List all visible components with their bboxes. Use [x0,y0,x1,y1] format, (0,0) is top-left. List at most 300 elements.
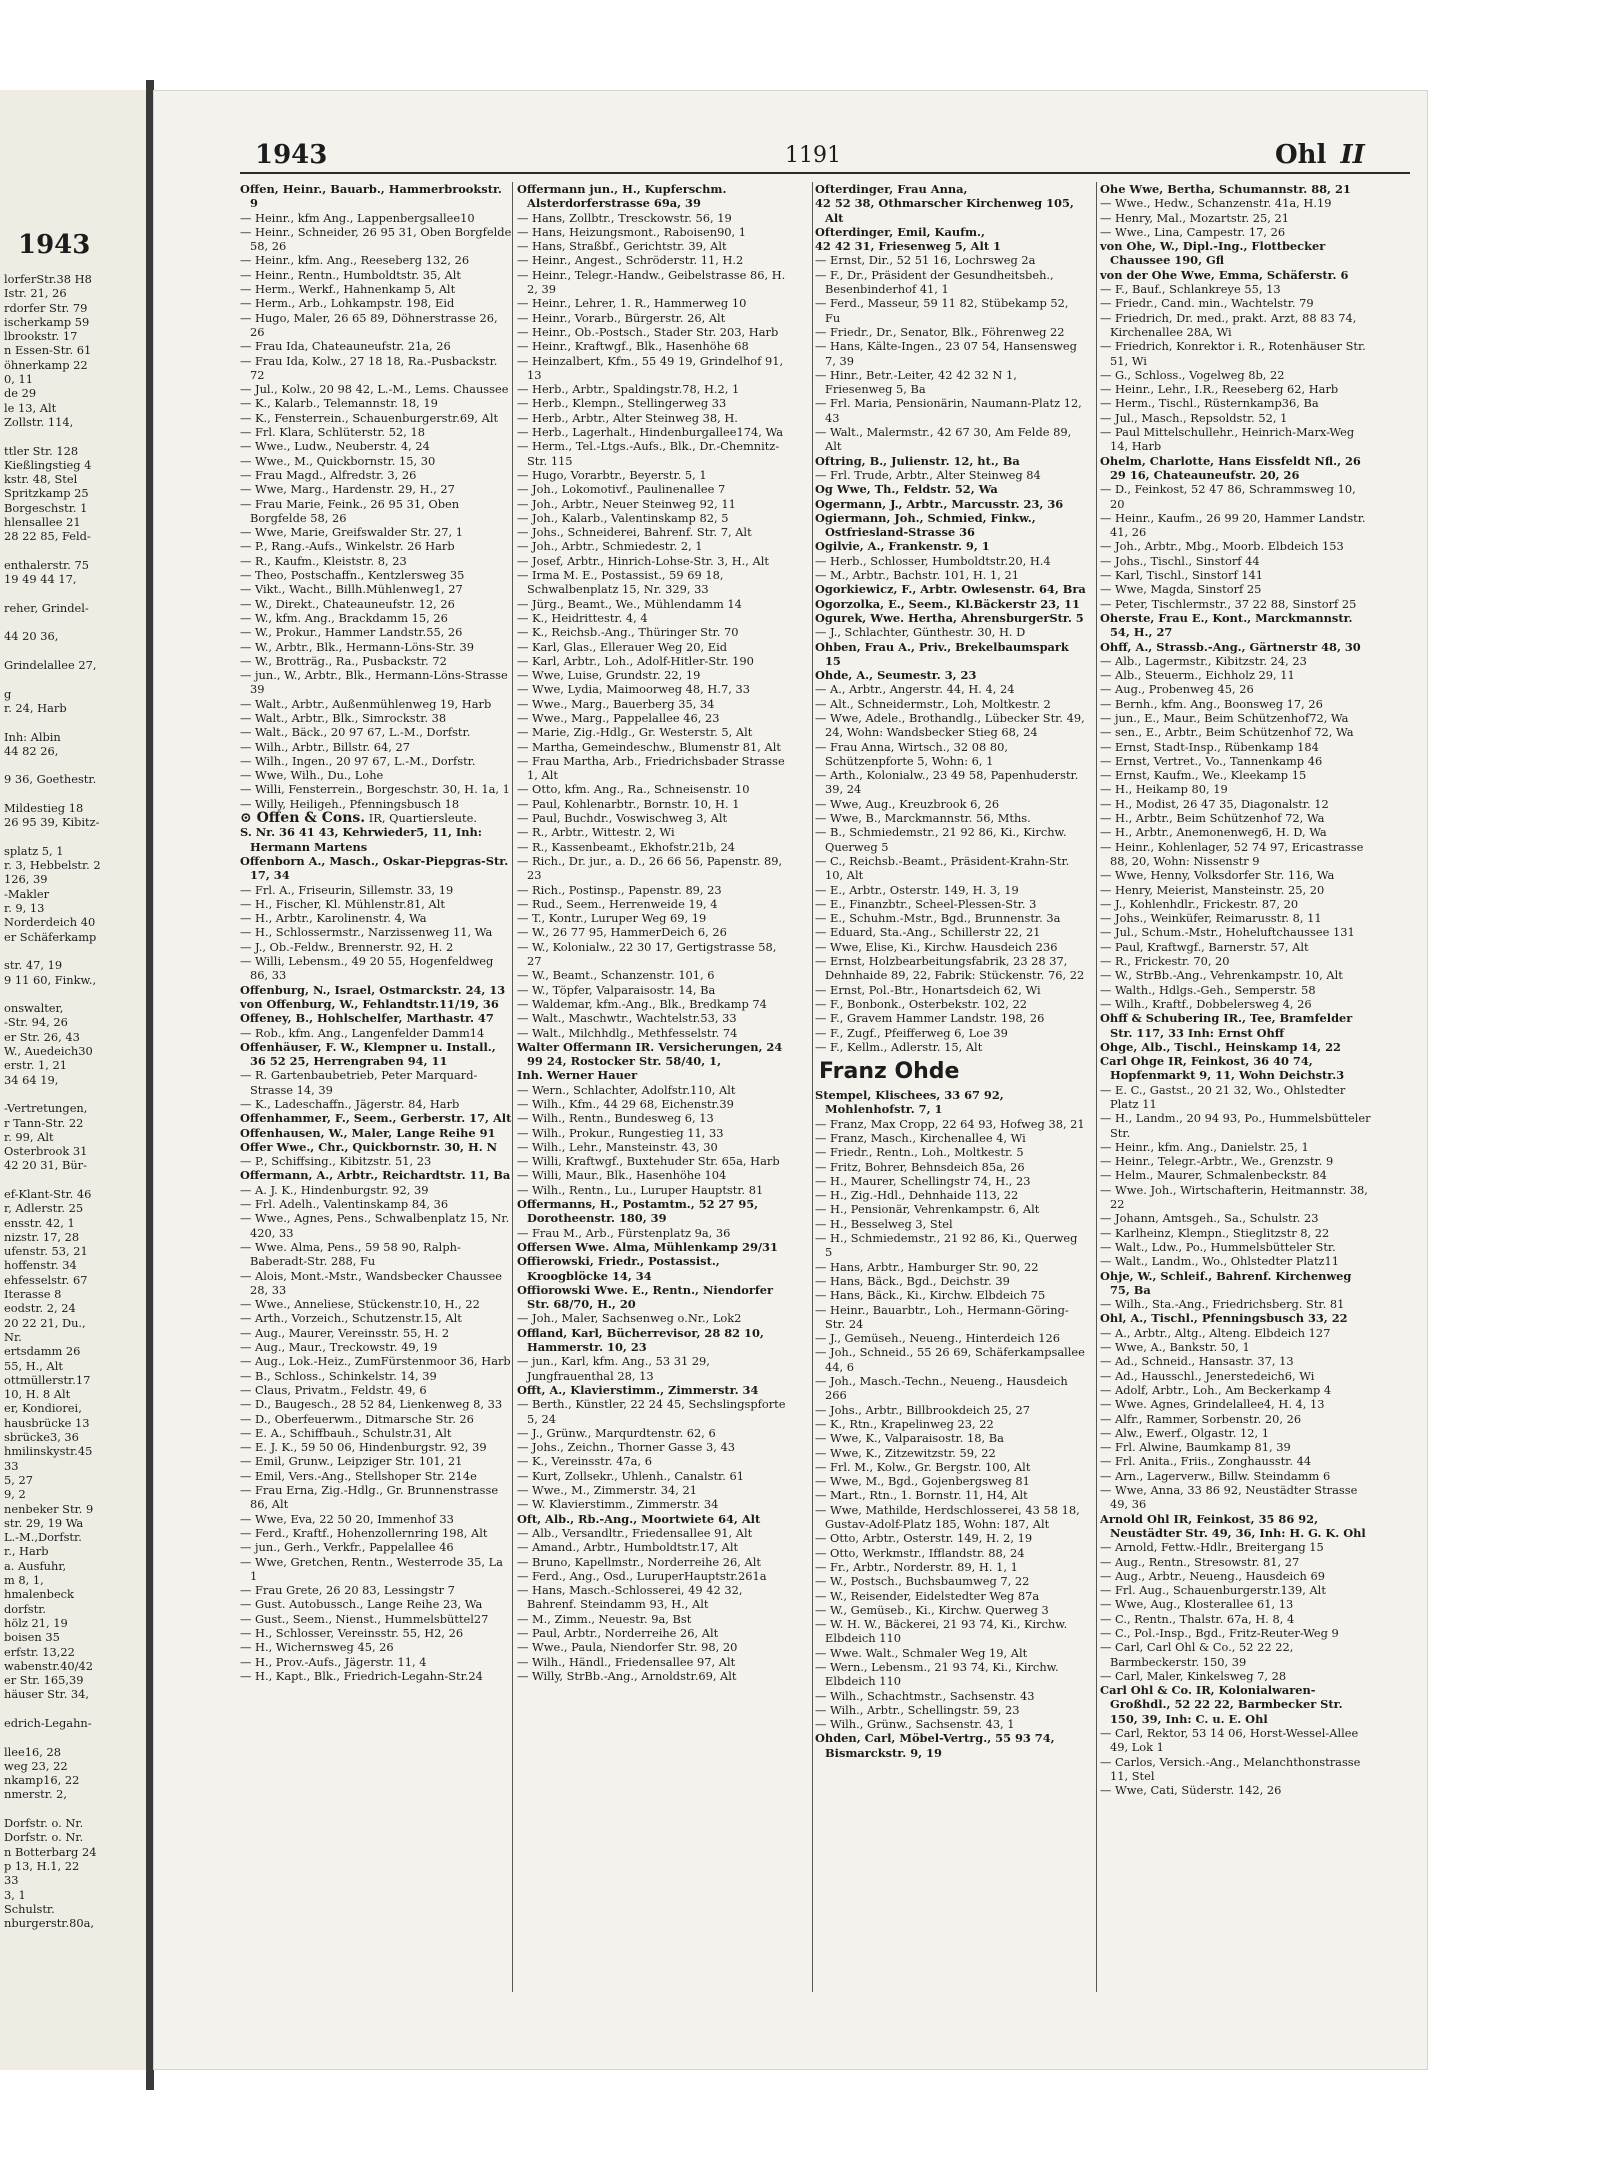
left-fragment-line: r., Harb [4,1544,49,1559]
directory-entry: — Wilh., Rentn., Bundesweg 6, 13 [517,1111,714,1126]
directory-entry: — Herb., Schlosser, Humboldtstr.20, H.4 [815,553,1051,568]
left-fragment-line: 0, 11 [4,372,33,387]
left-fragment-line: 33 [4,1873,19,1888]
directory-entry: — Marie, Zig.-Hdlg., Gr. Westerstr. 5, Alt [517,725,753,740]
directory-entry: — Frl. Alwine, Baumkamp 81, 39 [1100,1440,1291,1455]
directory-entry: — Wilh., Prokur., Rungestieg 11, 33 [517,1125,724,1140]
left-fragment-line: sbrücke3, 36 [4,1430,79,1445]
left-fragment-line [4,715,146,729]
directory-entry: — K., Rtn., Krapelinweg 23, 22 [815,1416,994,1431]
directory-entry: — Heinr., Kraftwgf., Blk., Hasenhöhe 68 [517,339,749,354]
directory-entry: — W., StrBb.-Ang., Vehrenkampstr. 10, Alt [1100,968,1343,983]
left-fragment-line: 28 22 85, Feld- [4,529,91,544]
directory-entry: — F., Bauf., Schlankreye 55, 13 [1100,282,1281,297]
directory-entry: — Eduard, Sta.-Ang., Schillerstr 22, 21 [815,925,1041,940]
directory-entry: — Willi, Maur., Blk., Hasenhöhe 104 [517,1168,727,1183]
directory-entry: — Wwe., Ludw., Neuberstr. 4, 24 [240,439,430,454]
left-fragment-line: g [4,686,12,701]
directory-entry: — Vikt., Wacht., Billh.Mühlenweg1, 27 [240,582,463,597]
directory-entry: — K., Reichsb.-Ang., Thüringer Str. 70 [517,625,739,640]
directory-entry: — Wilh., Arbtr., Schellingstr. 59, 23 [815,1702,1020,1717]
left-fragment-line: er Str. 26, 43 [4,1029,80,1044]
directory-entry: — Wwe, Eva, 22 50 20, Immenhof 33 [240,1511,454,1526]
directory-column-3 [815,182,1087,1760]
highlighted-entry: Ohff & Schubering IR., Tee, Bramfelder Str. 117, 33 Inh: Ernst Ohff [1100,1011,1353,1040]
running-head-name: Ohl [1275,140,1327,170]
directory-entry: — Friedr., Cand. min., Wachtelstr. 79 [1100,296,1314,311]
directory-entry: — Otto, Werkmstr., Ifflandstr. 88, 24 [815,1545,1025,1560]
directory-entry: — C., Pol.-Insp., Bgd., Fritz-Reuter-Weg 9 [1100,1625,1339,1640]
left-fragment-line: nmerstr. 2, [4,1787,68,1802]
directory-entry: Ogorzolka, E., Seem., Kl.Bäckerstr 23, 11 [815,596,1080,611]
left-fragment-line: ef-Klant-Str. 46 [4,1187,92,1201]
left-fragment-line: Norderdeich 40 [4,915,96,930]
directory-entry: — Heinr., Angest., Schröderstr. 11, H.2 [517,253,744,268]
directory-entry: — Otto, kfm. Ang., Ra., Schneisenstr. 10 [517,782,750,797]
directory-entry: — Gust. Autobussch., Lange Reihe 23, Wa [240,1597,483,1612]
directory-entry: — Wwe, Anna, 33 86 92, Neustädter Strasse 49, 36 [1100,1483,1358,1512]
left-fragment-line: n Botterbarg 24 [4,1844,97,1859]
directory-entry: Ogilvie, A., Frankenstr. 9, 1 [815,539,990,554]
directory-entry: — Walt., Ldw., Po., Hummelsbütteler Str. [1100,1239,1336,1254]
directory-entry: — Helm., Maurer, Schmalenbeckstr. 84 [1100,1168,1327,1183]
directory-entry: — Aug., Maur., Treckowstr. 49, 19 [240,1340,438,1355]
directory-entry: Ohge, Alb., Tischl., Heinskamp 14, 22 [1100,1039,1341,1054]
left-fragment-line: häuser Str. 34, [4,1687,90,1702]
left-fragment-line: 10, H. 8 Alt [4,1387,71,1402]
directory-entry: — Frau Anna, Wirtsch., 32 08 80, Schützenpforte 5, Wohn: 6, 1 [815,739,1008,768]
directory-entry: — Jul., Schum.-Mstr., Hoheluftchaussee 131 [1100,925,1355,940]
directory-entry: — Hans, Zollbtr., Tresckowstr. 56, 19 [517,210,732,225]
left-fragment-line: r, Adlerstr. 25 [4,1201,84,1216]
directory-entry: — Carl, Carl Ohl & Co., 52 22 22, Barmbeckerstr. 150, 39 [1100,1640,1294,1669]
left-fragment-line: 19 49 44 17, [4,572,77,587]
directory-entry: Stempel, Klischees, 33 67 92, Mohlenhofstr. 7, 1 [815,1088,1004,1117]
directory-entry: — Joh., Maler, Sachsenweg o.Nr., Lok2 [517,1311,742,1326]
left-fragment-line: le 13, Alt [4,400,57,415]
left-fragment-line: 9 11 60, Finkw., [4,972,97,987]
directory-entry: — Claus, Privatm., Feldstr. 49, 6 [240,1382,427,1397]
directory-entry: von Offenburg, W., Fehlandtstr.11/19, 36 [240,996,499,1011]
directory-entry: — Herm., Tel.-Ltgs.-Aufs., Blk., Dr.-Chemnitz-Str. 115 [517,439,780,468]
directory-entry: — Walt., Arbtr., Blk., Simrockstr. 38 [240,710,447,725]
directory-entry: Ogermann, J., Arbtr., Marcusstr. 23, 36 [815,496,1064,511]
left-fragment-line: 3, 1 [4,1887,26,1902]
directory-entry: — Wwe, B., Marckmannstr. 56, Mths. [815,811,1031,826]
left-fragment-line: nburgerstr.80a, [4,1916,95,1931]
entry-name: ⊙ Offen & Cons. [240,810,366,827]
directory-entry: — Emil, Vers.-Ang., Stellshoper Str. 214e [240,1468,477,1483]
directory-entry: — Wwe., Hedw., Schanzenstr. 41a, H.19 [1100,196,1332,211]
directory-entry: — Joh., Arbtr., Schmiedestr. 2, 1 [517,539,703,554]
directory-entry: — jun., Karl, kfm. Ang., 53 31 29, Jungfrauenthal 28, 13 [517,1354,710,1383]
left-fragment-line: -Str. 94, 26 [4,1015,68,1030]
highlighted-entry: Walter Offermann IR. Versicherungen, 24 99 24, Rostocker Str. 58/40, 1, [517,1039,783,1069]
directory-entry: — Wwe, Henny, Volksdorfer Str. 116, Wa [1100,868,1335,883]
directory-entry: — F., Gravem Hammer Landstr. 198, 26 [815,1011,1045,1026]
directory-entry: — E., Schuhm.-Mstr., Bgd., Brunnenstr. 3a [815,911,1061,926]
directory-entry: — Jul., Masch., Repsoldstr. 52, 1 [1100,410,1288,425]
directory-entry: — Wwe., Marg., Pappelallee 46, 23 [517,710,720,725]
directory-entry: — Wwe., Lina, Campestr. 17, 26 [1100,224,1286,239]
left-fragment-line: Mildestieg 18 [4,800,84,815]
directory-column-1 [240,182,512,1683]
left-fragment-line: str. 47, 19 [4,958,63,973]
directory-entry: S. Nr. 36 41 43, Kehrwieder5, 11, Inh: Hermann Martens [240,825,482,854]
directory-entry: — Johs., Weinküfer, Reimarusstr. 8, 11 [1100,911,1322,926]
left-fragment-line: m 8, 1, [4,1573,44,1588]
directory-entry: — Frau Grete, 26 20 83, Lessingstr 7 [240,1583,455,1598]
header-rule [240,172,1410,174]
directory-entry: — Martha, Gemeindeschw., Blumenstr 81, Alt [517,739,781,754]
directory-entry: — Joh., Lokomotivf., Paulinenallee 7 [517,482,726,497]
directory-entry: — Carl, Maler, Kinkelsweg 7, 28 [1100,1668,1287,1683]
directory-entry: — Aug., Maurer, Vereinsstr. 55, H. 2 [240,1325,450,1340]
directory-entry: — H., Arbtr., Anemonenweg6, H. D, Wa [1100,825,1327,840]
left-fragment-line: ensstr. 42, 1 [4,1215,75,1230]
directory-entry: — Adolf, Arbtr., Loh., Am Beckerkamp 4 [1100,1382,1332,1397]
directory-entry: — Hans, Straßbf., Gerichtstr. 39, Alt [517,239,727,254]
directory-entry: — D., Oberfeuerwm., Ditmarsche Str. 26 [240,1411,474,1426]
left-fragment-line: kstr. 48, Stel [4,472,78,487]
directory-entry: — Karl, Arbtr., Loh., Adolf-Hitler-Str. 190 [517,653,754,668]
left-fragment-line: p 13, H.1, 22 [4,1858,80,1873]
directory-entry: Inh. Werner Hauer [517,1068,638,1083]
directory-entry: — Wwe, Marie, Greifswalder Str. 27, 1 [240,525,464,540]
directory-entry: — Wwe, Elise, Ki., Kirchw. Hausdeich 236 [815,939,1058,954]
directory-entry: Offenborn A., Masch., Oskar-Piepgras-Str. 17, 34 [240,853,509,883]
left-fragment-line: Schulstr. [4,1901,55,1916]
directory-entry: — Heinr., kfm. Ang., Reeseberg 132, 26 [240,253,470,268]
directory-entry: — D., Feinkost, 52 47 86, Schrammsweg 10, 20 [1100,482,1356,511]
directory-entry: — H., Heikamp 80, 19 [1100,782,1228,797]
directory-entry: Ohelm, Charlotte, Hans Eissfeldt Nfl., 26 29 16, Chateauneufstr. 20, 26 [1100,453,1361,482]
directory-entry: — Frau Ida, Chateauneufstr. 21a, 26 [240,339,451,354]
directory-entry: — Wwe, Wilh., Du., Lohe [240,768,384,783]
directory-entry: — H., Wichernsweg 45, 26 [240,1640,394,1655]
directory-entry: — W., Arbtr., Blk., Hermann-Löns-Str. 39 [240,639,474,654]
directory-entry: — Heinr., Kaufm., 26 99 20, Hammer Landstr. 41, 26 [1100,510,1366,540]
directory-entry: Oherste, Frau E., Kont., Marckmannstr. 54, H., 27 [1100,610,1353,640]
directory-entry: — E. C., Gastst., 20 21 32, Wo., Ohlstedter Platz 11 [1100,1082,1346,1111]
directory-entry: — Wern., Schlachter, Adolfstr.110, Alt [517,1082,736,1097]
highlighted-entry: Ofterdinger, Frau Anna, [815,182,968,196]
directory-entry: — Aug., Arbtr., Neueng., Hausdeich 69 [1100,1568,1326,1583]
left-fragment-line: 44 20 36, [4,629,59,644]
directory-entry: — R., Kassenbeamt., Ekhofstr.21b, 24 [517,839,735,854]
directory-entry: Oft, Alb., Rb.-Ang., Moortwiete 64, Alt [517,1511,761,1526]
directory-entry: — Arth., Vorzeich., Schutzenstr.15, Alt [240,1311,462,1326]
directory-entry: — Herm., Werkf., Hahnenkamp 5, Alt [240,282,456,297]
directory-entry: — C., Rentn., Thalstr. 67a, H. 8, 4 [1100,1611,1295,1626]
directory-entry: — Frl. Maria, Pensionärin, Naumann-Platz 12, 43 [815,396,1082,425]
directory-entry: — Alfr., Rammer, Sorbenstr. 20, 26 [1100,1411,1302,1426]
directory-entry: — J., Ob.-Feldw., Brennerstr. 92, H. 2 [240,939,454,954]
directory-entry: — K., Fensterrein., Schauenburgerstr.69, Alt [240,410,499,425]
directory-entry: — Wwe., Paula, Niendorfer Str. 98, 20 [517,1640,738,1655]
directory-entry: — Herb., Arbtr., Spaldingstr.78, H.2, 1 [517,382,740,397]
directory-entry: — Walt., Milchhdlg., Methfesselstr. 74 [517,1025,738,1040]
directory-entry: — A. J. K., Hindenburgstr. 92, 39 [240,1182,429,1197]
left-fragment-line: 26 95 39, Kibitz- [4,815,100,830]
directory-entry: — Wilh., Sta.-Ang., Friedrichsberg. Str. 81 [1100,1297,1345,1312]
left-fragment-line: boisen 35 [4,1630,60,1645]
directory-entry: — Fr., Arbtr., Norderstr. 89, H. 1, 1 [815,1559,1018,1574]
directory-entry: — Wilh., Ingen., 20 97 67, L.-M., Dorfstr. [240,753,476,768]
directory-entry: — W. H. W., Bäckerei, 21 93 74, Ki., Kirchw. Elbdeich 110 [815,1617,1068,1646]
directory-entry: — Ferd., Kraftf., Hohenzollernring 198, Alt [240,1525,488,1540]
left-fragment-line [4,987,146,1001]
directory-entry: — Friedr., Dr., Senator, Blk., Föhrenweg 22 [815,324,1065,339]
left-fragment-line: splatz 5, 1 [4,843,64,858]
directory-entry: — H., Schlossermstr., Narzissenweg 11, Wa [240,925,493,940]
left-fragment-line: 9, 2 [4,1487,26,1502]
left-fragment-line: er, Kondiorei, [4,1401,82,1416]
highlighted-entry: Ofterdinger, Emil, Kaufm., [815,224,985,239]
left-fragment-line: 44 82 26, [4,743,59,758]
left-fragment-line: hölz 21, 19 [4,1615,68,1630]
directory-entry: — Emil, Grunw., Leipziger Str. 101, 21 [240,1454,463,1469]
directory-entry: — F., Kellm., Adlerstr. 15, Alt [815,1039,983,1054]
left-fragment-line: ehfesselstr. 67 [4,1272,88,1287]
left-fragment-line: edrich-Legahn- [4,1715,92,1730]
left-fragment-line: eodstr. 2, 24 [4,1301,76,1316]
directory-entry: — W., Reisender, Eidelstedter Weg 87a [815,1588,1040,1603]
directory-entry: — Rich., Dr. jur., a. D., 26 66 56, Papenstr. 89, 23 [517,853,783,883]
left-fragment-line: r. 99, Alt [4,1129,54,1144]
left-fragment-line: 5, 27 [4,1472,33,1487]
directory-entry: — E. A., Schiffbauh., Schulstr.31, Alt [240,1425,452,1440]
directory-entry: — Heinr., Kohlenlager, 52 74 97, Ericastrasse 88, 20, Wohn: Nissenstr 9 [1100,839,1364,868]
directory-entry: Ogiermann, Joh., Schmied, Finkw., Ostfriesland-Strasse 36 [815,510,1036,540]
left-fragment-line: Kießlingstieg 4 [4,457,92,472]
directory-entry: — R., Kaufm., Kleiststr. 8, 23 [240,553,407,568]
directory-entry: — Wwe, Aug., Kreuzbrook 6, 26 [815,796,1000,811]
highlighted-entry: Carl Ohge IR, Feinkost, 36 40 74, Hopfenmarkt 9, 11, Wohn Deichstr.3 [1100,1054,1345,1083]
directory-entry: — Heinr., Vorarb., Bürgerstr. 26, Alt [517,310,726,325]
directory-entry: — E., Arbtr., Osterstr. 149, H. 3, 19 [815,882,1019,897]
directory-entry: — Willi, Fensterrein., Borgeschstr. 30, H. 1a, 1 [240,782,510,797]
left-fragment-line: erstr. 1, 21 [4,1058,68,1073]
directory-entry: — Frau Magd., Alfredstr. 3, 26 [240,467,417,482]
directory-entry: — H., Fischer, Kl. Mühlenstr.81, Alt [240,896,445,911]
column-divider [1096,182,1097,1992]
display-heading: Franz Ohde [819,1059,960,1085]
left-fragment-line: ischerkamp 59 [4,314,90,329]
directory-entry: — Wwe., Anneliese, Stückenstr.10, H., 22 [240,1297,480,1312]
directory-entry: — Wwe, Cati, Süderstr. 142, 26 [1100,1783,1282,1798]
directory-entry: — sen., E., Arbtr., Beim Schützenhof 72, Wa [1100,725,1354,740]
left-fragment-line [4,830,146,844]
directory-entry: — H., Schmiedemstr., 21 92 86, Ki., Querweg 5 [815,1231,1078,1260]
left-fragment-line: llee16, 28 [4,1744,61,1759]
directory-entry: — Paul, Kraftwgf., Barnerstr. 57, Alt [1100,939,1309,954]
directory-entry: — Herb., Klempn., Stellingerweg 33 [517,396,727,411]
directory-entry: — Frl. A., Friseurin, Sillemstr. 33, 19 [240,882,454,897]
directory-entry: — Willi, Lebensm., 49 20 55, Hogenfeldweg 86, 33 [240,954,494,983]
left-fragment-line: nenbeker Str. 9 [4,1501,94,1516]
directory-entry: — G., Schloss., Vogelweg 8b, 22 [1100,367,1285,382]
highlighted-entry: Arnold Ohl IR, Feinkost, 35 86 92, Neustädter Str. 49, 36, Inh: H. G. K. Ohl [1100,1511,1366,1540]
left-fragment-line: erfstr. 13,22 [4,1644,75,1659]
directory-entry: — Ernst, Stadt-Insp., Rübenkamp 184 [1100,739,1319,754]
volume-numeral: II [1340,140,1365,170]
directory-entry: — Walt., Landm., Wo., Ohlstedter Platz11 [1100,1254,1340,1269]
directory-entry: — M., Arbtr., Bachstr. 101, H. 1, 21 [815,568,1020,583]
directory-entry: — Heinr., Ob.-Postsch., Stader Str. 203, Harb [517,324,779,339]
left-fragment-line [4,1087,146,1101]
directory-entry: — Wwe, Luise, Grundstr. 22, 19 [517,668,701,683]
directory-entry: — H., Kapt., Blk., Friedrich-Legahn-Str.24 [240,1668,483,1683]
directory-entry: — T., Kontr., Luruper Weg 69, 19 [517,911,707,926]
directory-entry: — Fritz, Bohrer, Behnsdeich 85a, 26 [815,1159,1025,1174]
directory-entry: — Herm., Tischl., Rüsternkamp36, Ba [1100,396,1319,411]
directory-entry: — Hinr., Betr.-Leiter, 42 42 32 N 1, Friesenweg 5, Ba [815,367,1017,397]
left-fragment-line: öhnerkamp 22 [4,357,88,372]
directory-entry: — Wern., Lebensm., 21 93 74, Ki., Kirchw. Elbdeich 110 [815,1659,1059,1689]
left-fragment-line: 33 [4,1458,19,1473]
left-fragment-line [4,787,146,801]
directory-entry: — Franz, Masch., Kirchenallee 4, Wi [815,1131,1026,1145]
directory-entry: — Heinr., Schneider, 26 95 31, Oben Borgfelde 58, 26 [240,224,512,254]
directory-entry: — R., Arbtr., Wittestr. 2, Wi [517,825,675,840]
directory-entry: — Ernst, Dir., 52 51 16, Lochrsweg 2a [815,253,1036,268]
directory-entry: — H., Besselweg 3, Stel [815,1216,953,1231]
directory-entry: — Herb., Lagerhalt., Hindenburgallee174, Wa [517,425,784,440]
directory-entry: — Ferd., Masseur, 59 11 82, Stübekamp 52, Fu [815,296,1069,325]
directory-entry: — Rud., Seem., Herrenweide 19, 4 [517,896,718,911]
directory-entry: — Frau Martha, Arb., Friedrichsbader Strasse 1, Alt [517,753,785,783]
directory-entry: — W., Postsch., Buchsbaumweg 7, 22 [815,1574,1030,1589]
directory-entry: — W., kfm. Ang., Brackdamm 15, 26 [240,610,448,625]
directory-entry: — Paul, Buchdr., Voswischweg 3, Alt [517,811,728,826]
directory-entry: — Wwe., M., Zimmerstr. 34, 21 [517,1483,698,1498]
directory-entry: — Walth., Hdlgs.-Geh., Semperstr. 58 [1100,982,1316,997]
directory-entry: — Willy, Heiligeh., Pfenningsbusch 18 [240,796,460,811]
directory-entry: — Heinr., Rentn., Humboldtstr. 35, Alt [240,267,461,282]
left-fragment-line: enthalerstr. 75 [4,557,89,572]
left-fragment-line: a. Ausfuhr, [4,1558,67,1573]
left-fragment-line: Dorfstr. o. Nr. [4,1830,84,1845]
directory-entry: — W., Direkt., Chateauneufstr. 12, 26 [240,596,455,611]
directory-entry: — Frau Marie, Feink., 26 95 31, Oben Borgfelde 58, 26 [240,496,460,525]
left-fragment-line: Iterasse 8 [4,1287,62,1302]
directory-entry: — Heinr., kfm. Ang., Danielstr. 25, 1 [1100,1139,1309,1154]
directory-entry: Offen, Heinr., Bauarb., Hammerbrookstr. 9 [240,182,502,211]
directory-entry: 42 52 38, Othmarscher Kirchenweg 105, Alt [815,196,1074,225]
directory-entry: Offland, Karl, Bücherrevisor, 28 82 10, Hammerstr. 10, 23 [517,1325,764,1355]
entry-suffix: IR, Quartiersleute. [365,811,477,826]
directory-entry: — Heinr., kfm Ang., Lappenbergsallee10 [240,210,475,225]
directory-entry: Offiorowski Wwe. E., Rentn., Niendorfer Str. 68/70, H., 20 [517,1282,773,1312]
directory-entry: — Josef, Arbtr., Hinrich-Lohse-Str. 3, H., Alt [517,553,769,568]
directory-entry: — Wwe. Joh., Wirtschafterin, Heitmannstr. 38, 22 [1100,1182,1368,1212]
directory-entry: — Wwe. Agnes, Grindelallee4, H. 4, 13 [1100,1397,1325,1412]
directory-entry: — C., Reichsb.-Beamt., Präsident-Krahn-Str. 10, Alt [815,853,1070,883]
directory-entry: — Herm., Arb., Lohkampstr. 198, Eid [240,296,455,311]
directory-entry: — Bruno, Kapellmstr., Norderreihe 26, Alt [517,1554,761,1569]
directory-entry: — J., Schlachter, Günthestr. 30, H. D [815,625,1026,640]
directory-entry: — Willi, Kraftwgf., Buxtehuder Str. 65a, Harb [517,1154,780,1169]
directory-entry: — jun., W., Arbtr., Blk., Hermann-Löns-Strasse 39 [240,668,508,697]
directory-entry: — jun., Gerh., Verkfr., Pappelallee 46 [240,1540,454,1555]
left-fragment-line: 34 64 19, [4,1072,59,1087]
column-divider [512,182,513,1992]
directory-entry: — Rob., kfm. Ang., Langenfelder Damm14 [240,1025,485,1040]
directory-entry: — H., Maurer, Schellingstr 74, H., 23 [815,1173,1031,1188]
left-fragment-line: L.-M.,Dorfstr. [4,1530,82,1545]
left-fragment-line: W., Auedeich30 [4,1044,93,1059]
directory-entry: — Alb., Lagermstr., Kibitzstr. 24, 23 [1100,653,1307,668]
directory-entry: Ogorkiewicz, F., Arbtr. Owlesenstr. 64, Bra [815,582,1086,597]
directory-entry: — Heinr., Telegr.-Handw., Geibelstrasse 86, H. 2, 39 [517,267,786,297]
left-fragment-line [4,544,146,558]
directory-entry: — Frau M., Arb., Fürstenplatz 9a, 36 [517,1225,731,1240]
directory-entry: — H., Zig.-Hdl., Dehnhaide 113, 22 [815,1188,1019,1203]
directory-entry: — Ferd., Ang., Osd., LuruperHauptstr.261a [517,1568,767,1583]
directory-entry: — Ernst, Pol.-Btr., Honartsdeich 62, Wi [815,982,1041,997]
directory-entry: — Karl, Tischl., Sinstorf 141 [1100,568,1264,583]
directory-entry: — Hans, Bäck., Bgd., Deichstr. 39 [815,1273,1010,1288]
directory-entry: — D., Baugesch., 28 52 84, Lienkenweg 8, 33 [240,1397,503,1412]
directory-entry: — Wwe. Walt., Schmaler Weg 19, Alt [815,1645,1028,1660]
directory-entry: von der Ohe Wwe, Emma, Schäferstr. 6 [1100,267,1349,282]
directory-entry: — Theo, Postschaffn., Kentzlersweg 35 [240,568,465,583]
directory-entry: Offermann jun., H., Kupferschm. Alsterdorferstrasse 69a, 39 [517,182,727,211]
directory-entry: — Wilh., Arbtr., Billstr. 64, 27 [240,739,410,754]
directory-entry: — W., Beamt., Schanzenstr. 101, 6 [517,968,715,983]
left-fragment-line: nizstr. 17, 28 [4,1229,80,1244]
directory-entry: — Hans, Heizungsmont., Raboisen90, 1 [517,224,747,239]
directory-entry: — Arnold, Fettw.-Hdlr., Breitergang 15 [1100,1540,1324,1555]
left-fragment-line: rdorfer Str. 79 [4,300,88,315]
directory-entry: — Alois, Mont.-Mstr., Wandsbecker Chaussee 28, 33 [240,1268,502,1297]
directory-entry: — Hugo, Vorarbtr., Beyerstr. 5, 1 [517,467,707,482]
directory-entry: — Johs., Arbtr., Billbrookdeich 25, 27 [815,1402,1030,1417]
directory-entry: — W., Töpfer, Valparaisostr. 14, Ba [517,982,716,997]
directory-entry: — H., Schlosser, Vereinsstr. 55, H2, 26 [240,1625,464,1640]
directory-entry: — J., Grünw., Marqurdtenstr. 62, 6 [517,1425,716,1440]
left-fragment-line: r. 3, Hebbelstr. 2 [4,858,101,873]
left-fragment-line: n Essen-Str. 61 [4,343,92,358]
directory-entry: — Joh., Arbtr., Mbg., Moorb. Elbdeich 153 [1100,539,1344,554]
directory-entry: — Walt., Arbtr., Außenmühlenweg 19, Harb [240,696,492,711]
left-fragment-line: hmilinskystr.45 [4,1444,93,1459]
directory-column-4 [1100,182,1372,1798]
column-divider [812,182,813,1992]
directory-entry: — Wwe, Adele., Brothandlg., Lübecker Str. 49, 24, Wohn: Wandsbecker Stieg 68, 24 [815,710,1085,740]
directory-entry: — Wwe, Aug., Klosterallee 61, 13 [1100,1597,1294,1612]
directory-entry: — Wilh., Grünw., Sachsenstr. 43, 1 [815,1717,1015,1732]
directory-entry: — H., Pensionär, Vehrenkampstr. 6, Alt [815,1202,1040,1217]
left-fragment-line: nkamp16, 22 [4,1773,80,1788]
directory-entry: — Hans, Masch.-Schlosserei, 49 42 32, Bahrenf. Steindamm 93, H., Alt [517,1583,743,1612]
directory-entry: — Friedr., Rentn., Loh., Moltkestr. 5 [815,1145,1024,1160]
left-fragment-line: ottmüllerstr.17 [4,1372,91,1387]
directory-entry: — Ernst, Holzbearbeitungsfabrik, 23 28 37, Dehnhaide 89, 22, Fabrik: Stückenstr. 76, 22 [815,954,1085,983]
directory-entry: Offeney, B., Hohlschelfer, Marthastr. 47 [240,1011,494,1026]
directory-entry: — Alb., Steuerm., Eichholz 29, 11 [1100,668,1295,683]
directory-entry: — Frl. Anita., Friis., Zonghausstr. 44 [1100,1454,1312,1469]
directory-entry: — Hugo, Maler, 26 65 89, Döhnerstrasse 26, 26 [240,310,498,339]
directory-entry: — Ernst, Vertret., Vo., Tannenkamp 46 [1100,753,1323,768]
directory-entry: — H., Landm., 20 94 93, Po., Hummelsbütteler Str. [1100,1111,1371,1140]
directory-entry: — P., Rang.-Aufs., Winkelstr. 26 Harb [240,539,455,554]
directory-entry: — W., Gemüseb., Ki., Kirchw. Querweg 3 [815,1602,1049,1617]
directory-entry: — Wwe, Mathilde, Herdschlosserei, 43 58 18, Gustav-Adolf-Platz 185, Wohn: 187, Alt [815,1502,1080,1532]
directory-entry: — Carlos, Versich.-Ang., Melanchthonstrasse 11, Stel [1100,1754,1361,1783]
directory-entry: — M., Zimm., Neuestr. 9a, Bst [517,1611,692,1626]
